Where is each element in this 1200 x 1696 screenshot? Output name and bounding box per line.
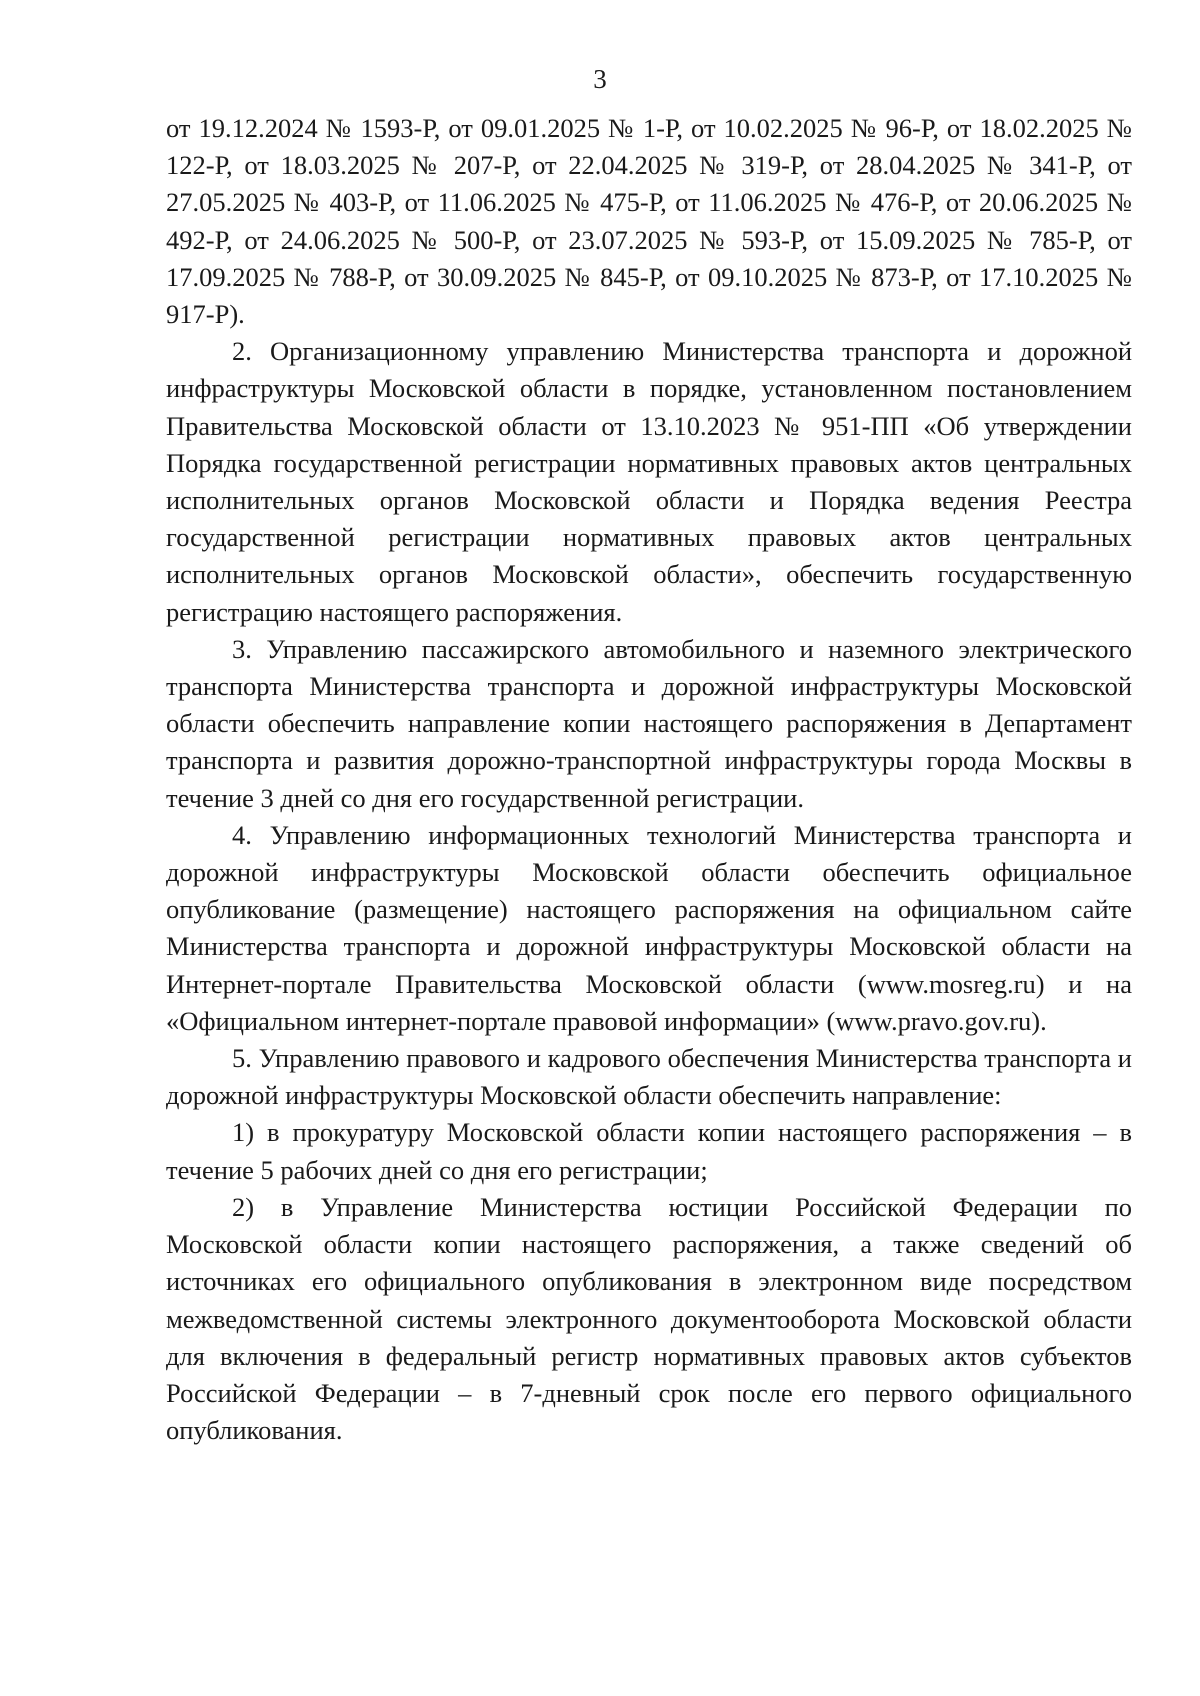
paragraph-item-5-sub-1: 1) в прокуратуру Московской области копии настоящего распоряжения – в течение 5 рабочих дней со дня его регистрации; xyxy=(166,1117,1132,1185)
document-body xyxy=(166,110,1132,1449)
paragraph-item-5: 5. Управлению правового и кадрового обеспечения Министерства транспорта и дорожной инфраструктуры Московской области обеспечить направление: xyxy=(166,1043,1132,1111)
page-number: 3 xyxy=(593,64,607,94)
paragraph-order-list-continuation: от 19.12.2024 № 1593-Р, от 09.01.2025 № 1-Р, от 10.02.2025 № 96-Р, от 18.02.2025 № 122-Р, от 18.03.2025 № 207-Р, от 22.04.2025 № 319-Р, от 28.04.2025 № 341-Р, от 27.05.2025 № 403-Р, от 11.06.2025 № 475-Р, от 11.06.2025 № 476-Р, от 20.06.2025 № 492-Р, от 24.06.2025 № 500-Р, от 23.07.2025 № 593-Р, от 15.09.2025 № 785-Р, от 17.09.2025 № 788-Р, от 30.09.2025 № 845-Р, от 09.10.2025 № 873-Р, от 17.10.2025 № 917-Р). xyxy=(166,113,1132,330)
paragraph-item-4: 4. Управлению информационных технологий Министерства транспорта и дорожной инфраструктуры Московской области обеспечить официальное опубликование (размещение) настоящего распоряжения на официальном сайте Министерства транспорта и дорожной инфраструктуры Московской области на Интернет-портале Правительства Московской области (www.mosreg.ru) и на «Официальном интернет-портале правовой информации» (www.pravo.gov.ru). xyxy=(166,819,1132,1036)
paragraph-item-2: 2. Организационному управлению Министерства транспорта и дорожной инфраструктуры Московской области в порядке, установленном постановлением Правительства Московской области от 13.10.2023 № 951-ПП «Об утверждении Порядка государственной регистрации нормативных правовых актов центральных исполнительных органов Московской области и Порядка ведения Реестра государственной регистрации нормативных правовых актов центральных исполнительных органов Московской области», обеспечить государственную регистрацию настоящего распоряжения. xyxy=(166,336,1132,627)
paragraph-item-5-sub-2: 2) в Управление Министерства юстиции Российской Федерации по Московской области копии настоящего распоряжения, а также сведений об источниках его официального опубликования в электронном виде посредством межведомственной системы электронного документооборота Московской области для включения в федеральный регистр нормативных правовых актов субъектов Российской Федерации – в 7-дневный срок после его первого официального опубликования. xyxy=(166,1191,1132,1446)
paragraph-item-3: 3. Управлению пассажирского автомобильного и наземного электрического транспорта Министерства транспорта и дорожной инфраструктуры Московской области обеспечить направление копии настоящего распоряжения в Департамент транспорта и развития дорожно-транспортной инфраструктуры города Москвы в течение 3 дней со дня его государственной регистрации. xyxy=(166,633,1132,813)
